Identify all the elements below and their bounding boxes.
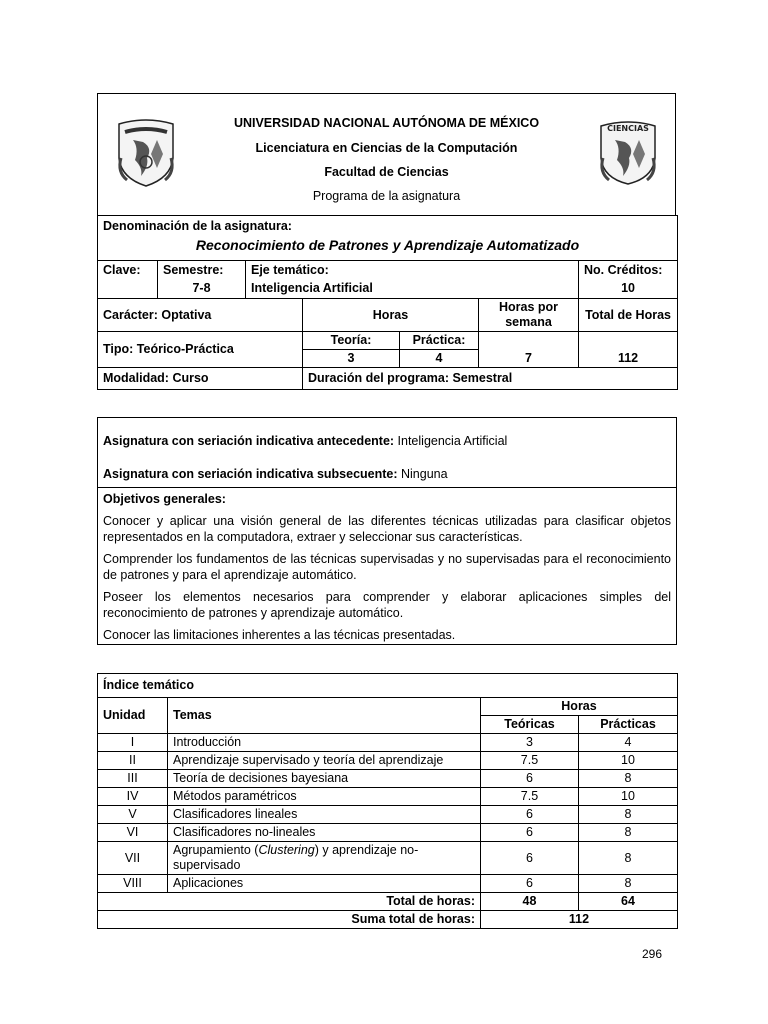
unidad-cell: V [98, 806, 168, 824]
document-type: Programa de la asignatura [312, 189, 461, 203]
tema-text: Introducción [173, 735, 242, 749]
practicas-cell: 4 [579, 734, 678, 752]
practicas-cell: 8 [579, 842, 678, 875]
practica-label: Práctica: [400, 332, 479, 350]
teoricas-cell: 3 [481, 734, 579, 752]
indice-table [97, 673, 678, 929]
col-temas: Temas [168, 698, 481, 734]
tema-text: Teoría de decisiones bayesiana [173, 771, 349, 785]
suma-value: 112 [481, 911, 678, 929]
semestre-value: 7-8 [158, 280, 246, 299]
teoricas-cell: 6 [481, 770, 579, 788]
table-row [98, 842, 678, 875]
objetivo-item: Poseer los elementos necesarios para comprender y elaborar aplicaciones simples del reconocimiento de patrones y aprendizaje automático. [103, 590, 671, 620]
teoricas-cell: 6 [481, 824, 579, 842]
creditos-label: No. Créditos: [579, 261, 678, 280]
tema-text: Clasificadores no-lineales [173, 825, 316, 839]
table-row [98, 806, 678, 824]
denominacion-label: Denominación de la asignatura: [103, 219, 292, 233]
seriacion-cell [98, 418, 677, 488]
antecedente-value: Inteligencia Artificial [394, 434, 508, 448]
subsecuente-label: Asignatura con seriación indicativa subsecuente: [103, 467, 398, 481]
col-practicas: Prácticas [579, 716, 678, 734]
unidad-cell: VIII [98, 875, 168, 893]
tema-cell [168, 806, 481, 824]
col-unidad: Unidad [98, 698, 168, 734]
table-row [98, 824, 678, 842]
eje-value: Inteligencia Artificial [246, 280, 579, 299]
total-practicas: 64 [579, 893, 678, 911]
teoricas-cell: 6 [481, 806, 579, 824]
tema-cell [168, 752, 481, 770]
total-horas-label: Total de Horas [579, 299, 678, 332]
practicas-cell: 10 [579, 752, 678, 770]
tema-text: Agrupamiento ( [173, 843, 259, 857]
antecedente-line [103, 434, 671, 449]
unidad-cell: II [98, 752, 168, 770]
objetivo-item: Comprender los fundamentos de las técnicas supervisadas y no supervisadas para el reconocimiento de patrones y para el aprendizaje automático. [103, 552, 671, 582]
tema-cell [168, 734, 481, 752]
objectives-table [97, 417, 677, 645]
program-name: Licenciatura en Ciencias de la Computación [255, 141, 518, 155]
teoricas-cell: 6 [481, 842, 579, 875]
creditos-value: 10 [579, 280, 678, 299]
objetivo-item: Conocer las limitaciones inherentes a las técnicas presentadas. [103, 628, 456, 642]
teoricas-cell: 6 [481, 875, 579, 893]
seal-text: CIENCIAS [607, 124, 649, 133]
practicas-cell: 8 [579, 824, 678, 842]
antecedente-label: Asignatura con seriación indicativa antecedente: [103, 434, 395, 448]
table-row [98, 734, 678, 752]
objetivos-cell [98, 488, 677, 645]
course-info-table [97, 215, 678, 390]
tema-text: Aplicaciones [173, 876, 244, 890]
tema-emphasis: Clustering [258, 843, 315, 857]
teoria-label: Teoría: [303, 332, 400, 350]
eje-label: Eje temático: [246, 261, 579, 280]
col-teoricas: Teóricas [481, 716, 579, 734]
horas-semana-label: Horas por semana [479, 299, 579, 332]
tema-text: Aprendizaje supervisado y teoría del aprendizaje [173, 753, 444, 767]
teoricas-cell: 7.5 [481, 788, 579, 806]
practicas-cell: 8 [579, 875, 678, 893]
teoria-value: 3 [303, 350, 400, 368]
objetivos-title: Objetivos generales: [103, 492, 226, 506]
faculty-name: Facultad de Ciencias [324, 165, 449, 179]
table-row [98, 770, 678, 788]
objetivo-item: Conocer y aplicar una visión general de las diferentes técnicas utilizadas para clasificar objetos representados en la computadora, extraer y seleccionar sus características. [103, 514, 671, 544]
subsecuente-value: Ninguna [397, 467, 448, 481]
horas-semana-value: 7 [479, 332, 579, 368]
unidad-cell: I [98, 734, 168, 752]
duracion: Duración del programa: Semestral [303, 368, 678, 390]
horas-label: Horas [303, 299, 479, 332]
table-row [98, 788, 678, 806]
teoricas-cell: 7.5 [481, 752, 579, 770]
semestre-label: Semestre: [158, 261, 246, 280]
denominacion-cell [98, 216, 678, 261]
course-name: Reconocimiento de Patrones y Aprendizaje Automatizado [195, 237, 580, 253]
indice-title: Índice temático [98, 674, 678, 698]
tema-cell [168, 770, 481, 788]
total-horas-value: 112 [579, 332, 678, 368]
practicas-cell: 8 [579, 806, 678, 824]
clave-value [98, 280, 158, 299]
total-label: Total de horas: [98, 893, 481, 911]
modalidad: Modalidad: Curso [98, 368, 303, 390]
practicas-cell: 10 [579, 788, 678, 806]
tipo: Tipo: Teórico-Práctica [98, 332, 303, 368]
unidad-cell: III [98, 770, 168, 788]
subsecuente-line [103, 467, 671, 482]
tema-cell [168, 842, 481, 875]
col-horas: Horas [481, 698, 678, 716]
practicas-cell: 8 [579, 770, 678, 788]
indice-rows [98, 734, 678, 893]
table-row [98, 752, 678, 770]
university-name: UNIVERSIDAD NACIONAL AUTÓNOMA DE MÉXICO [233, 116, 540, 130]
table-row [98, 875, 678, 893]
unidad-cell: IV [98, 788, 168, 806]
tema-cell [168, 875, 481, 893]
tema-cell [168, 788, 481, 806]
total-teoricas: 48 [481, 893, 579, 911]
tema-text: Clasificadores lineales [173, 807, 298, 821]
suma-label: Suma total de horas: [98, 911, 481, 929]
caracter: Carácter: Optativa [98, 299, 303, 332]
unidad-cell: VII [98, 842, 168, 875]
unidad-cell: VI [98, 824, 168, 842]
clave-label: Clave: [98, 261, 158, 280]
tema-text-post: ) y aprendizaje no-supervisado [173, 843, 419, 872]
document-header [97, 93, 676, 215]
tema-cell [168, 824, 481, 842]
tema-text: Métodos paramétricos [173, 789, 297, 803]
practica-value: 4 [400, 350, 479, 368]
page-number: 296 [641, 947, 662, 961]
